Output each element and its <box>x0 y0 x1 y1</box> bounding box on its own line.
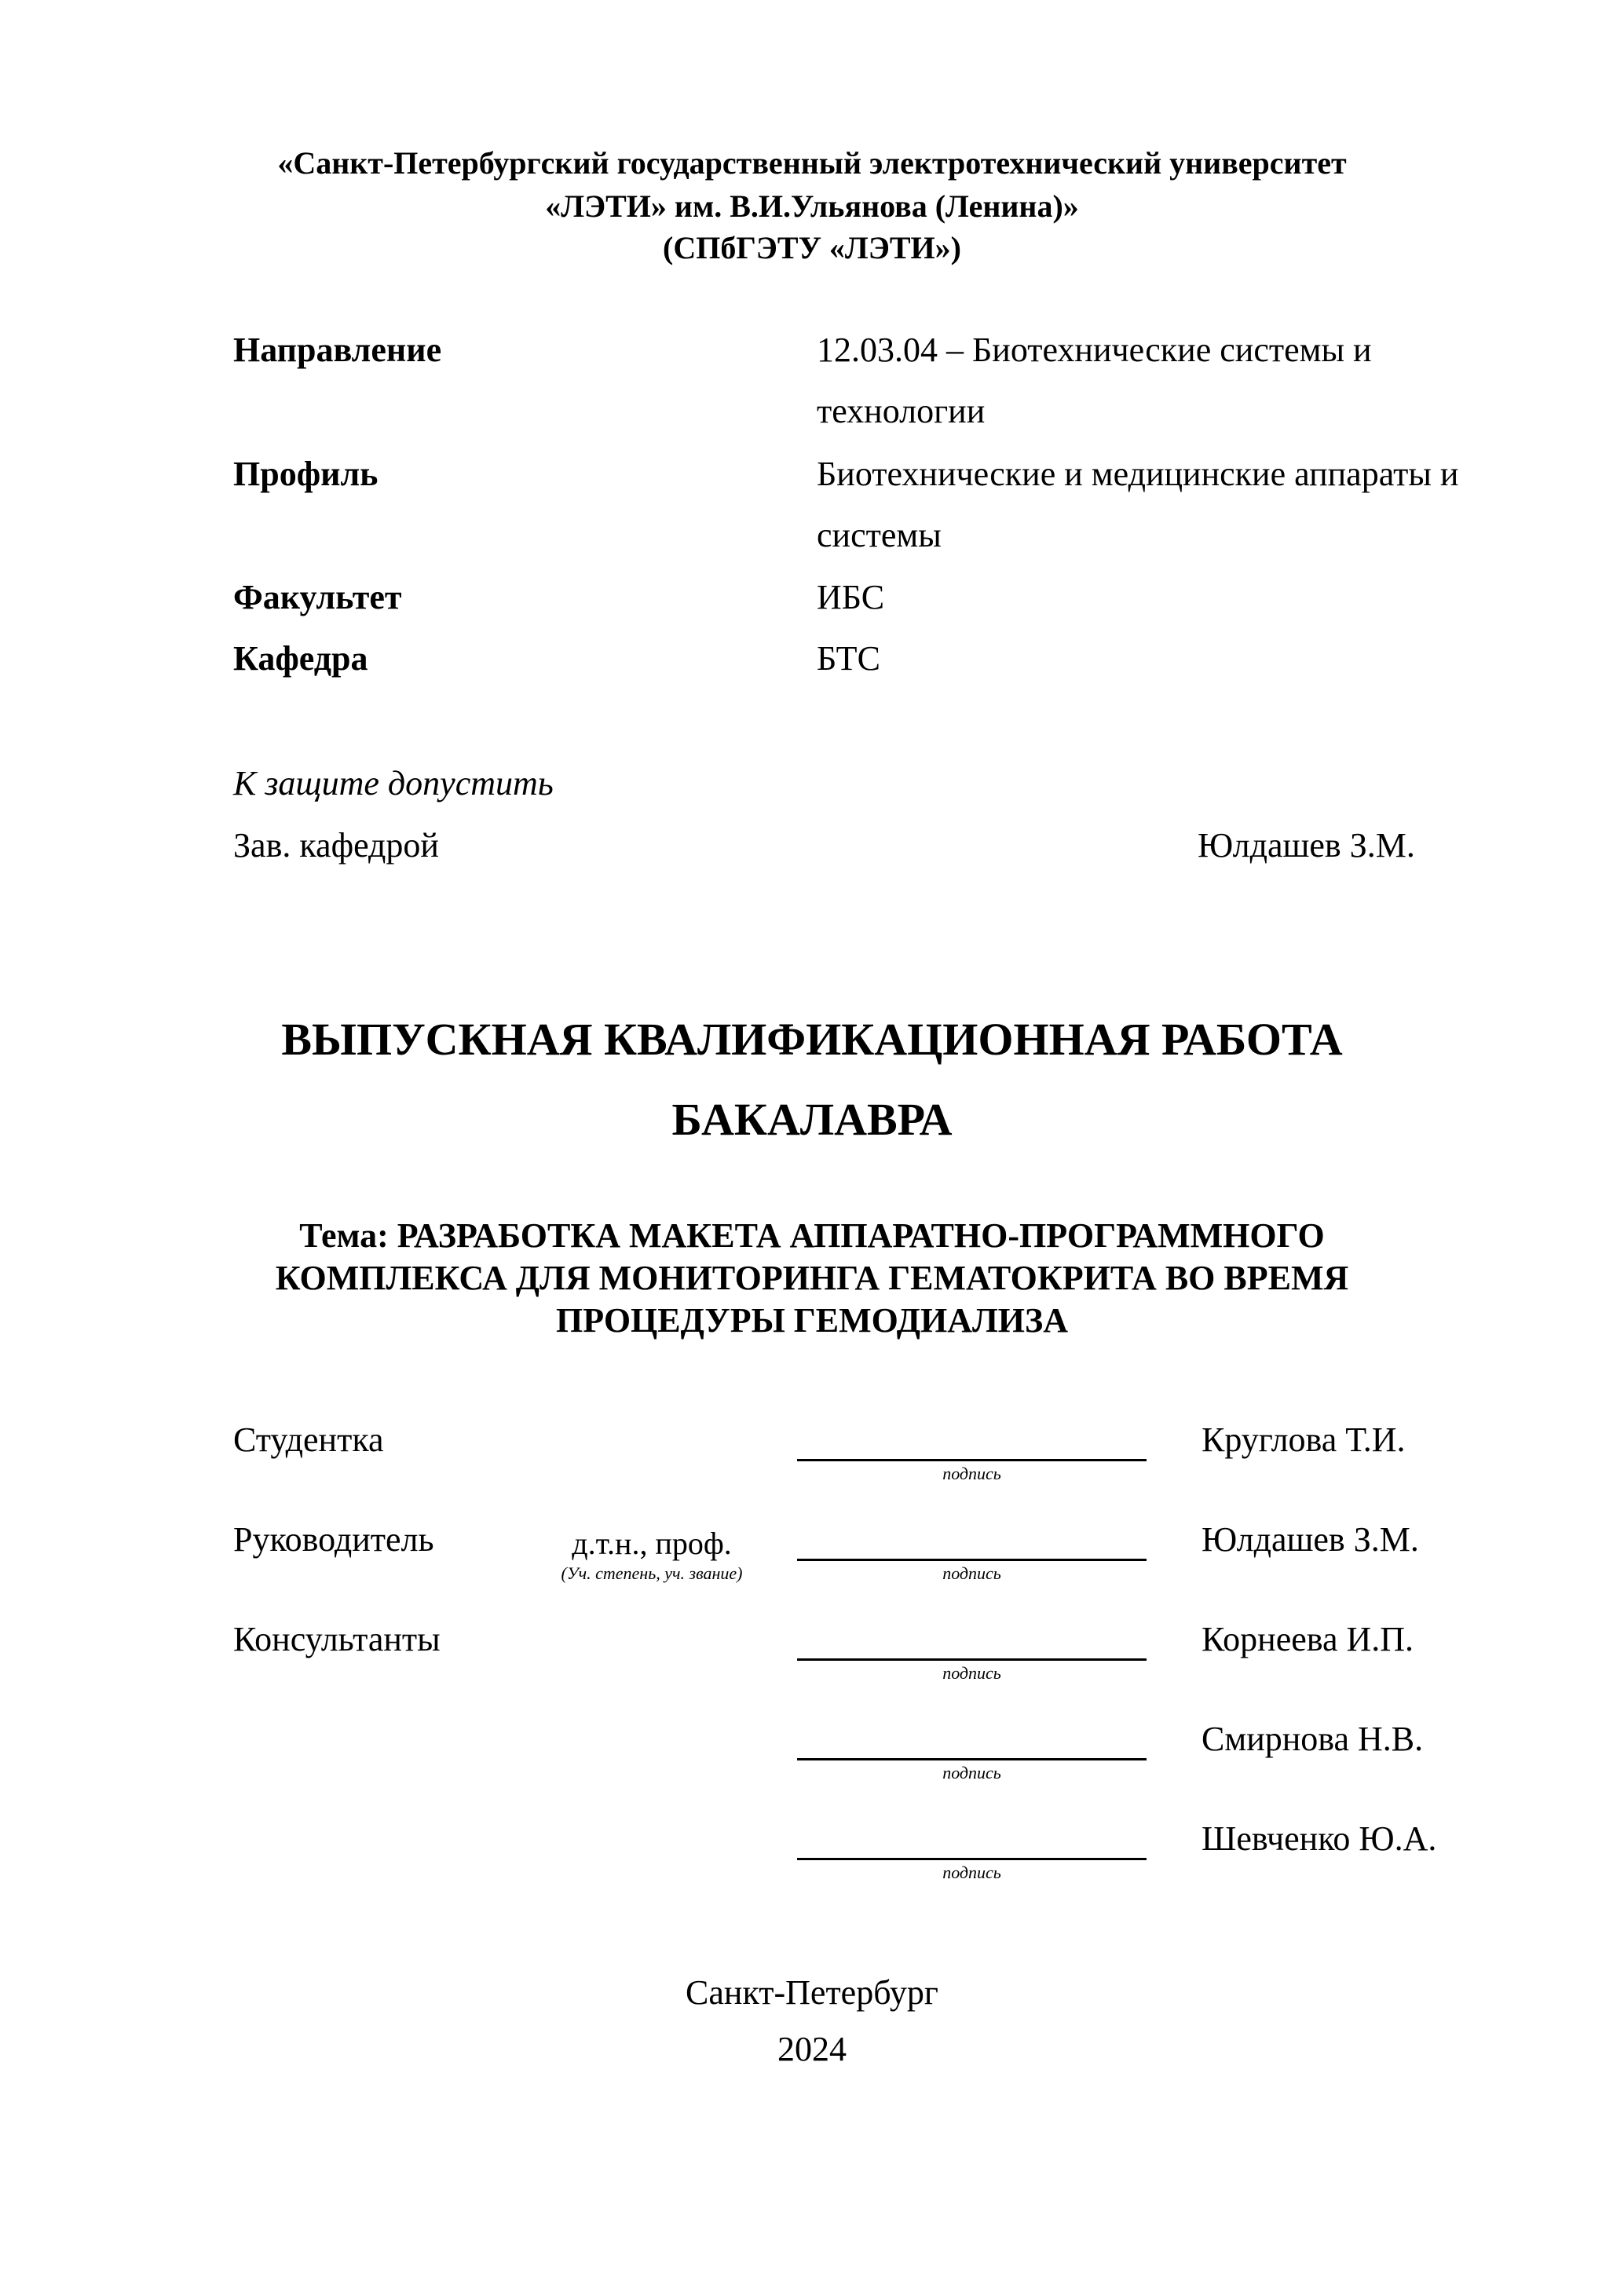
topic-line-3: ПРОЦЕДУРЫ ГЕМОДИАЛИЗА <box>555 1301 1068 1340</box>
university-name-line-2: «ЛЭТИ» им. В.И.Ульянова (Ленина)» <box>545 188 1079 224</box>
signature-line <box>797 1658 1147 1661</box>
signature-role: Консультанты <box>233 1620 441 1658</box>
signature-caption: подпись <box>942 1863 1001 1882</box>
department-value: БТС <box>817 639 880 678</box>
signature-caption: подпись <box>942 1464 1001 1483</box>
signature-caption: подпись <box>942 1563 1001 1583</box>
document-title-line-1: ВЫПУСКНАЯ КВАЛИФИКАЦИОННАЯ РАБОТА <box>281 1014 1343 1065</box>
direction-value-line-1: 12.03.04 – Биотехнические системы и <box>817 331 1372 369</box>
signature-caption: подпись <box>942 1763 1001 1782</box>
document-title-line-2: БАКАЛАВРА <box>671 1094 953 1145</box>
signature-name: Смирнова Н.В. <box>1202 1720 1424 1758</box>
footer-city: Санкт-Петербург <box>686 1973 938 2012</box>
topic-line-1: Тема: РАЗРАБОТКА МАКЕТА АППАРАТНО-ПРОГРАММНОГО <box>299 1216 1325 1255</box>
signature-line <box>797 1758 1147 1760</box>
approval-caption: К защите допустить <box>233 764 554 803</box>
signature-role: Руководитель <box>233 1520 434 1559</box>
signature-caption: подпись <box>942 1663 1001 1683</box>
signature-line <box>797 1559 1147 1561</box>
approval-role: Зав. кафедрой <box>233 826 439 865</box>
signature-line <box>797 1858 1147 1860</box>
profile-value-line-1: Биотехнические и медицинские аппараты и <box>817 455 1459 493</box>
profile-label: Профиль <box>233 455 379 493</box>
faculty-label: Факультет <box>233 578 402 616</box>
department-label: Кафедра <box>233 639 368 678</box>
supervisor-degree: д.т.н., проф. <box>572 1526 732 1561</box>
approval-name: Юлдашев З.М. <box>1198 826 1415 865</box>
topic-line-2: КОМПЛЕКСА ДЛЯ МОНИТОРИНГА ГЕМАТОКРИТА ВО ВРЕМЯ <box>275 1259 1349 1297</box>
university-abbreviation: (СПбГЭТУ «ЛЭТИ») <box>663 230 961 265</box>
direction-label: Направление <box>233 331 442 369</box>
signature-name: Шевченко Ю.А. <box>1202 1819 1437 1858</box>
signature-role: Студентка <box>233 1420 384 1459</box>
signature-name: Круглова Т.И. <box>1202 1420 1406 1459</box>
footer-year: 2024 <box>777 2030 847 2068</box>
supervisor-degree-caption: (Уч. степень, уч. звание) <box>561 1563 743 1583</box>
signature-name: Корнеева И.П. <box>1202 1620 1414 1658</box>
signature-name: Юлдашев З.М. <box>1202 1520 1419 1559</box>
profile-value-line-2: системы <box>817 516 942 554</box>
signature-line <box>797 1459 1147 1461</box>
direction-value-line-2: технологии <box>817 392 986 430</box>
faculty-value: ИБС <box>817 578 885 616</box>
university-name-line-1: «Санкт-Петербургский государственный электротехнический университет <box>277 145 1347 181</box>
